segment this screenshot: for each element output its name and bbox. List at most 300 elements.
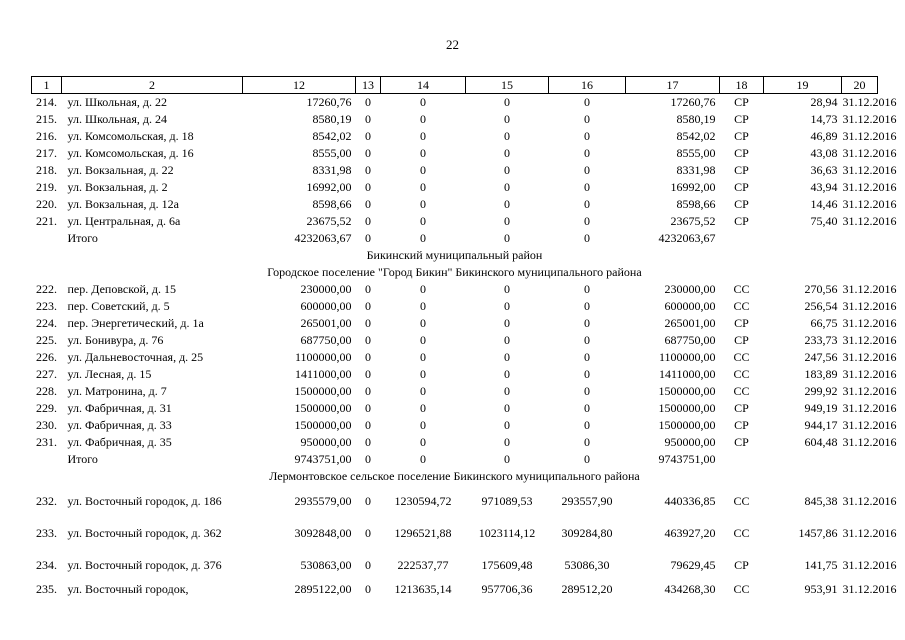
cell-col-2: ул. Дальневосточная, д. 25 [67, 350, 204, 364]
cell-col-2: ул. Бонивура, д. 76 [67, 333, 164, 347]
cell-col-15: 0 [504, 163, 510, 177]
table-row [32, 517, 878, 549]
cell-col-19: 46,89 [810, 129, 838, 143]
cell-col-20: 31.12.2016 [842, 401, 897, 415]
cell-col-17: 440336,85 [664, 494, 716, 508]
cell-col-13: 0 [365, 494, 371, 508]
cell-col-14: 1213635,14 [394, 582, 452, 596]
cell-col-1: 220. [36, 197, 57, 211]
cell-col-19: 141,75 [804, 558, 838, 572]
cell-col-18 [720, 230, 764, 247]
cell-col-20: 31.12.2016 [842, 129, 897, 143]
cell-col-13: 0 [365, 146, 371, 160]
cell-col-13: 0 [365, 452, 371, 466]
cell-col-17: 1500000,00 [658, 384, 716, 398]
cell-col-20: 31.12.2016 [842, 163, 897, 177]
cell-col-15: 0 [504, 299, 510, 313]
cell-col-15: 0 [504, 401, 510, 415]
cell-col-2: Итого [67, 452, 98, 466]
column-header-9: 19 [764, 77, 842, 94]
cell-col-16: 53086,30 [564, 558, 610, 572]
cell-col-20: 31.12.2016 [842, 494, 897, 508]
cell-col-1: 214. [36, 95, 57, 109]
column-header-10: 20 [842, 77, 878, 94]
table-row [32, 349, 878, 366]
cell-col-13: 0 [365, 316, 371, 330]
cell-col-17: 8555,00 [676, 146, 716, 160]
cell-col-13: 0 [365, 526, 371, 540]
cell-col-15: 0 [504, 333, 510, 347]
cell-col-2: ул. Фабричная, д. 35 [67, 435, 172, 449]
cell-col-18: СР [734, 197, 749, 211]
cell-col-18: СС [733, 582, 750, 596]
cell-col-12: 1411000,00 [294, 367, 352, 381]
cell-col-1: 233. [36, 526, 57, 540]
total-row [32, 451, 878, 468]
cell-col-14: 0 [420, 146, 426, 160]
cell-col-2: ул. Комсомольская, д. 16 [67, 146, 194, 160]
cell-col-17: 4232063,67 [658, 231, 716, 245]
section-heading: Бикинский муниципальный район [366, 248, 543, 262]
cell-col-16: 293557,90 [561, 494, 613, 508]
cell-col-19: 36,63 [810, 163, 838, 177]
cell-col-1: 226. [36, 350, 57, 364]
cell-col-15: 0 [504, 452, 510, 466]
cell-col-19: 14,73 [810, 112, 838, 126]
cell-col-13: 0 [365, 299, 371, 313]
cell-col-16: 0 [584, 350, 590, 364]
cell-col-20 [842, 230, 878, 247]
cell-col-18: СР [734, 418, 749, 432]
table-row [32, 145, 878, 162]
cell-col-2: ул. Лесная, д. 15 [67, 367, 152, 381]
cell-col-19: 604,48 [804, 435, 838, 449]
cell-col-13: 0 [365, 180, 371, 194]
table-row [32, 196, 878, 213]
cell-col-18: СР [734, 163, 749, 177]
cell-col-18: СС [733, 384, 750, 398]
cell-col-1: 224. [36, 316, 57, 330]
cell-col-13: 0 [365, 384, 371, 398]
cell-col-15: 0 [504, 214, 510, 228]
cell-col-1: 228. [36, 384, 57, 398]
cell-col-13: 0 [365, 558, 371, 572]
cell-col-16: 0 [584, 197, 590, 211]
cell-col-19: 256,54 [804, 299, 838, 313]
cell-col-13: 0 [365, 163, 371, 177]
cell-col-16: 0 [584, 95, 590, 109]
cell-col-15: 0 [504, 384, 510, 398]
cell-col-14: 0 [420, 231, 426, 245]
cell-col-16: 0 [584, 367, 590, 381]
section-heading-row [32, 264, 878, 281]
cell-col-14: 0 [420, 435, 426, 449]
cell-col-2: ул. Восточный городок, [67, 582, 189, 596]
cell-col-17: 79629,45 [670, 558, 716, 572]
cell-col-15: 0 [504, 112, 510, 126]
cell-col-19: 953,91 [804, 582, 838, 596]
cell-col-16: 0 [584, 180, 590, 194]
cell-col-20: 31.12.2016 [842, 558, 897, 572]
housing-register-table [31, 76, 897, 598]
cell-col-2: ул. Вокзальная, д. 2 [67, 180, 168, 194]
cell-col-2: ул. Вокзальная, д. 22 [67, 163, 174, 177]
cell-col-2: пер. Энергетический, д. 1а [67, 316, 204, 330]
cell-col-14: 0 [420, 367, 426, 381]
table-row [32, 94, 878, 112]
cell-col-17: 950000,00 [664, 435, 716, 449]
cell-col-1: 230. [36, 418, 57, 432]
cell-col-18: СС [733, 367, 750, 381]
cell-col-12: 8331,98 [312, 163, 352, 177]
cell-col-2: пер. Советский, д. 5 [67, 299, 170, 313]
table-row [32, 417, 878, 434]
table-row [32, 162, 878, 179]
cell-col-20: 31.12.2016 [842, 95, 897, 109]
cell-col-14: 1230594,72 [394, 494, 452, 508]
cell-col-18: СС [733, 282, 750, 296]
cell-col-20: 31.12.2016 [842, 418, 897, 432]
cell-col-19: 28,94 [810, 95, 838, 109]
cell-col-20: 31.12.2016 [842, 333, 897, 347]
cell-col-13: 0 [365, 214, 371, 228]
cell-col-16: 0 [584, 146, 590, 160]
cell-col-2: ул. Центральная, д. 6а [67, 214, 181, 228]
table-row [32, 298, 878, 315]
cell-col-19: 949,19 [804, 401, 838, 415]
cell-col-18: СР [734, 214, 749, 228]
column-header-3: 13 [356, 77, 381, 94]
section-heading-row [32, 468, 878, 485]
cell-col-20: 31.12.2016 [842, 197, 897, 211]
cell-col-16: 0 [584, 316, 590, 330]
cell-col-14: 222537,77 [397, 558, 449, 572]
cell-col-12: 230000,00 [300, 282, 352, 296]
cell-col-17: 230000,00 [664, 282, 716, 296]
cell-col-20: 31.12.2016 [842, 180, 897, 194]
cell-col-14: 0 [420, 95, 426, 109]
cell-col-1: 223. [36, 299, 57, 313]
cell-col-12: 8580,19 [312, 112, 352, 126]
cell-col-18: СР [734, 95, 749, 109]
table-row [32, 315, 878, 332]
cell-col-14: 0 [420, 350, 426, 364]
table-row [32, 581, 878, 598]
column-header-6: 16 [549, 77, 626, 94]
cell-col-15: 0 [504, 367, 510, 381]
page-number: 22 [446, 37, 459, 52]
cell-col-16: 0 [584, 163, 590, 177]
cell-col-19: 183,89 [804, 367, 838, 381]
column-header-0: 1 [32, 77, 62, 94]
cell-col-20: 31.12.2016 [842, 316, 897, 330]
cell-col-12: 1100000,00 [294, 350, 352, 364]
cell-col-19: 845,38 [804, 494, 838, 508]
column-header-2: 12 [243, 77, 356, 94]
cell-col-12: 3092848,00 [294, 526, 352, 540]
cell-col-2: Итого [67, 231, 98, 245]
column-header-5: 15 [466, 77, 549, 94]
cell-col-13: 0 [365, 282, 371, 296]
cell-col-14: 0 [420, 214, 426, 228]
cell-col-2: ул. Матронина, д. 7 [67, 384, 167, 398]
table-row [32, 213, 878, 230]
cell-col-15: 0 [504, 129, 510, 143]
cell-col-1: 215. [36, 112, 57, 126]
table-row [32, 366, 878, 383]
cell-col-1 [32, 451, 62, 468]
cell-col-20: 31.12.2016 [842, 112, 897, 126]
cell-col-12: 2895122,00 [294, 582, 352, 596]
cell-col-17: 1500000,00 [658, 418, 716, 432]
cell-col-16: 0 [584, 282, 590, 296]
column-header-1: 2 [62, 77, 243, 94]
cell-col-19: 43,08 [810, 146, 838, 160]
cell-col-15: 175609,48 [481, 558, 533, 572]
cell-col-19: 43,94 [810, 180, 838, 194]
section-heading-row [32, 247, 878, 264]
cell-col-17: 8598,66 [676, 197, 716, 211]
cell-col-14: 1296521,88 [394, 526, 452, 540]
cell-col-13: 0 [365, 582, 371, 596]
cell-col-16: 309284,80 [561, 526, 613, 540]
cell-col-20: 31.12.2016 [842, 384, 897, 398]
cell-col-19: 270,56 [804, 282, 838, 296]
cell-col-15: 0 [504, 418, 510, 432]
cell-col-14: 0 [420, 112, 426, 126]
cell-col-14: 0 [420, 452, 426, 466]
cell-col-17: 434268,30 [664, 582, 716, 596]
cell-col-15: 0 [504, 95, 510, 109]
cell-col-17: 687750,00 [664, 333, 716, 347]
cell-col-1: 217. [36, 146, 57, 160]
cell-col-15: 957706,36 [481, 582, 533, 596]
cell-col-2: ул. Фабричная, д. 33 [67, 418, 172, 432]
cell-col-17: 8580,19 [676, 112, 716, 126]
cell-col-17: 1100000,00 [658, 350, 716, 364]
cell-col-18: СР [734, 401, 749, 415]
cell-col-13: 0 [365, 112, 371, 126]
cell-col-2: пер. Деповской, д. 15 [67, 282, 176, 296]
cell-col-17: 265001,00 [664, 316, 716, 330]
cell-col-13: 0 [365, 129, 371, 143]
cell-col-17: 23675,52 [670, 214, 716, 228]
cell-col-19: 66,75 [810, 316, 838, 330]
cell-col-13: 0 [365, 95, 371, 109]
cell-col-16: 289512,20 [561, 582, 613, 596]
cell-col-19: 75,40 [810, 214, 838, 228]
cell-col-16: 0 [584, 299, 590, 313]
cell-col-20: 31.12.2016 [842, 367, 897, 381]
cell-col-18: СС [733, 350, 750, 364]
cell-col-2: ул. Школьная, д. 22 [67, 95, 167, 109]
cell-col-12: 2935579,00 [294, 494, 352, 508]
cell-col-16: 0 [584, 384, 590, 398]
cell-col-15: 0 [504, 231, 510, 245]
cell-col-20: 31.12.2016 [842, 146, 897, 160]
cell-col-1: 216. [36, 129, 57, 143]
cell-col-12: 265001,00 [300, 316, 352, 330]
cell-col-1: 225. [36, 333, 57, 347]
cell-col-18: СР [734, 129, 749, 143]
cell-col-14: 0 [420, 299, 426, 313]
cell-col-20: 31.12.2016 [842, 282, 897, 296]
cell-col-17: 17260,76 [670, 95, 716, 109]
cell-col-1: 221. [36, 214, 57, 228]
cell-col-17: 1411000,00 [658, 367, 716, 381]
table-row [32, 179, 878, 196]
cell-col-12: 687750,00 [300, 333, 352, 347]
cell-col-2: ул. Школьная, д. 24 [67, 112, 167, 126]
cell-col-20: 31.12.2016 [842, 214, 897, 228]
cell-col-14: 0 [420, 316, 426, 330]
cell-col-12: 17260,76 [306, 95, 352, 109]
cell-col-18: СР [734, 333, 749, 347]
cell-col-1: 222. [36, 282, 57, 296]
cell-col-18 [720, 451, 764, 468]
cell-col-14: 0 [420, 333, 426, 347]
cell-col-13: 0 [365, 367, 371, 381]
section-heading: Лермонтовское сельское поселение Бикинского муниципального района [269, 469, 640, 483]
table-body [32, 94, 897, 599]
cell-col-1: 234. [36, 558, 57, 572]
cell-col-15: 1023114,12 [478, 526, 536, 540]
cell-col-19: 233,73 [804, 333, 838, 347]
cell-col-19: 944,17 [804, 418, 838, 432]
cell-col-12: 9743751,00 [294, 452, 352, 466]
table-row [32, 128, 878, 145]
cell-col-14: 0 [420, 163, 426, 177]
table-row [32, 400, 878, 417]
cell-col-18: СР [734, 316, 749, 330]
cell-col-13: 0 [365, 418, 371, 432]
cell-col-12: 23675,52 [306, 214, 352, 228]
cell-col-15: 0 [504, 350, 510, 364]
cell-col-15: 0 [504, 282, 510, 296]
cell-col-12: 1500000,00 [294, 418, 352, 432]
cell-col-18: СР [734, 435, 749, 449]
cell-col-12: 8555,00 [312, 146, 352, 160]
cell-col-16: 0 [584, 435, 590, 449]
cell-col-15: 0 [504, 316, 510, 330]
cell-col-18: СР [734, 146, 749, 160]
cell-col-17: 8542,02 [676, 129, 716, 143]
cell-col-17: 463927,20 [664, 526, 716, 540]
cell-col-16: 0 [584, 112, 590, 126]
cell-col-18: СС [733, 526, 750, 540]
cell-col-20: 31.12.2016 [842, 350, 897, 364]
cell-col-15: 0 [504, 146, 510, 160]
cell-col-12: 1500000,00 [294, 401, 352, 415]
cell-col-12: 4232063,67 [294, 231, 352, 245]
cell-col-15: 0 [504, 197, 510, 211]
table-row [32, 281, 878, 298]
column-header-4: 14 [381, 77, 466, 94]
cell-col-14: 0 [420, 129, 426, 143]
cell-col-19: 1457,86 [798, 526, 838, 540]
cell-col-18: СС [733, 299, 750, 313]
cell-col-20: 31.12.2016 [842, 582, 897, 596]
cell-col-20 [842, 451, 878, 468]
table-row [32, 383, 878, 400]
cell-col-15: 971089,53 [481, 494, 533, 508]
cell-col-16: 0 [584, 418, 590, 432]
cell-col-2: ул. Фабричная, д. 31 [67, 401, 172, 415]
cell-col-17: 16992,00 [670, 180, 716, 194]
cell-col-12: 530863,00 [300, 558, 352, 572]
cell-col-12: 950000,00 [300, 435, 352, 449]
cell-col-15: 0 [504, 180, 510, 194]
cell-col-1 [32, 230, 62, 247]
cell-col-12: 600000,00 [300, 299, 352, 313]
cell-col-18: СС [733, 494, 750, 508]
cell-col-14: 0 [420, 401, 426, 415]
cell-col-20: 31.12.2016 [842, 435, 897, 449]
cell-col-19 [764, 451, 842, 468]
cell-col-16: 0 [584, 452, 590, 466]
cell-col-12: 8598,66 [312, 197, 352, 211]
cell-col-14: 0 [420, 180, 426, 194]
cell-col-19: 299,92 [804, 384, 838, 398]
cell-col-2: ул. Вокзальная, д. 12а [67, 197, 179, 211]
cell-col-1: 231. [36, 435, 57, 449]
cell-col-14: 0 [420, 384, 426, 398]
cell-col-2: ул. Восточный городок, д. 186 [67, 493, 222, 508]
cell-col-19 [764, 230, 842, 247]
cell-col-16: 0 [584, 214, 590, 228]
cell-col-13: 0 [365, 401, 371, 415]
cell-col-17: 600000,00 [664, 299, 716, 313]
cell-col-1: 229. [36, 401, 57, 415]
cell-col-17: 9743751,00 [658, 452, 716, 466]
cell-col-13: 0 [365, 350, 371, 364]
table-row [32, 485, 878, 517]
cell-col-14: 0 [420, 418, 426, 432]
cell-col-1: 218. [36, 163, 57, 177]
cell-col-13: 0 [365, 435, 371, 449]
cell-col-2: ул. Восточный городок, д. 376 [67, 557, 222, 572]
cell-col-13: 0 [365, 197, 371, 211]
cell-col-14: 0 [420, 282, 426, 296]
cell-col-12: 8542,02 [312, 129, 352, 143]
cell-col-19: 14,46 [810, 197, 838, 211]
cell-col-16: 0 [584, 129, 590, 143]
cell-col-18: СР [734, 180, 749, 194]
cell-col-12: 1500000,00 [294, 384, 352, 398]
column-header-8: 18 [720, 77, 764, 94]
table-row [32, 332, 878, 349]
cell-col-18: СР [734, 558, 749, 572]
cell-col-13: 0 [365, 231, 371, 245]
cell-col-17: 8331,98 [676, 163, 716, 177]
cell-col-1: 219. [36, 180, 57, 194]
table-row [32, 549, 878, 581]
section-heading: Городское поселение "Город Бикин" Бикинского муниципального района [267, 265, 642, 279]
cell-col-13: 0 [365, 333, 371, 347]
cell-col-15: 0 [504, 435, 510, 449]
column-number-header [32, 77, 878, 94]
cell-col-1: 232. [36, 494, 57, 508]
cell-col-17: 1500000,00 [658, 401, 716, 415]
column-header-7: 17 [626, 77, 720, 94]
cell-col-20: 31.12.2016 [842, 299, 897, 313]
cell-col-1: 235. [36, 582, 57, 596]
cell-col-16: 0 [584, 333, 590, 347]
cell-col-16: 0 [584, 401, 590, 415]
cell-col-2: ул. Восточный городок, д. 362 [67, 525, 222, 540]
total-row [32, 230, 878, 247]
table-row [32, 434, 878, 451]
